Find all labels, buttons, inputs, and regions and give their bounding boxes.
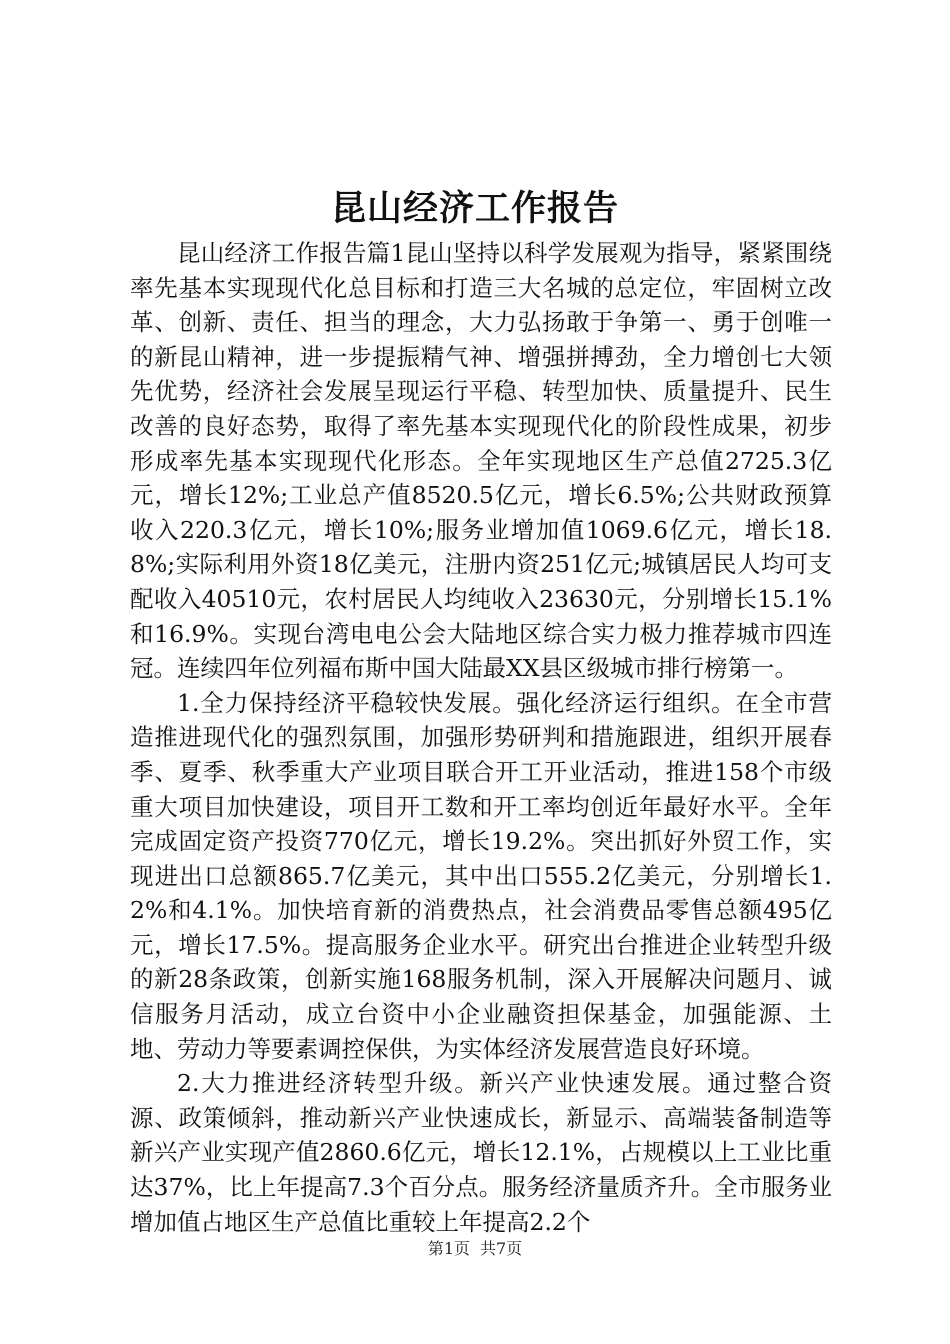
paragraph-intro: 昆山经济工作报告篇1昆山坚持以科学发展观为指导，紧紧围绕率先基本实现现代化总目标和打造三大名城的总定位，牢固树立改革、创新、责任、担当的理念，大力弘扬敢于争第一、勇于创唯一的新昆山精神，进一步提振精气神、增强拼搏劲，全力增创七大领先优势，经济社会发展呈现运行平稳、转型加快、质量提升、民生改善的良好态势，取得了率先基本实现现代化的阶段性成果，初步形成率先基本实现现代化形态。全年实现地区生产总值2725.3亿元，增长12%;工业总产值8520.5亿元，增长6.5%;公共财政预算收入220.3亿元，增长10%;服务业增加值1069.6亿元，增长18.8%;实际利用外资18亿美元，注册内资251亿元;城镇居民人均可支配收入40510元，农村居民人均纯收入23630元，分别增长15.1%和16.9%。实现台湾电电公会大陆地区综合实力极力推荐城市四连冠。连续四年位列福布斯中国大陆最XX县区级城市排行榜第一。 xyxy=(130,239,832,683)
page-number: 第1页 xyxy=(427,1239,470,1258)
page-footer xyxy=(0,1238,950,1260)
paragraph-section-1: 1.全力保持经济平稳较快发展。强化经济运行组织。在全市营造推进现代化的强烈氛围，加强形势研判和措施跟进，组织开展春季、夏季、秋季重大产业项目联合开工开业活动，推进158个市级重大项目加快建设，项目开工数和开工率均创近年最好水平。全年完成固定资产投资770亿元，增长19.2%。突出抓好外贸工作，实现进出口总额865.7亿美元，其中出口555.2亿美元，分别增长1.2%和4.1%。加快培育新的消费热点，社会消费品零售总额495亿元，增长17.5%。提高服务企业水平。研究出台推进企业转型升级的新28条政策，创新实施168服务机制，深入开展解决问题月、诚信服务月活动，成立台资中小企业融资担保基金，加强能源、土地、劳动力等要素调控保供，为实体经济发展营造良好环境。 xyxy=(130,688,832,1063)
page-total: 共7页 xyxy=(480,1239,523,1258)
document-body xyxy=(130,236,832,1239)
document-title: 昆山经济工作报告 xyxy=(330,188,619,229)
paragraph-section-2: 2.大力推进经济转型升级。新兴产业快速发展。通过整合资源、政策倾斜，推动新兴产业快速成长，新显示、高端装备制造等新兴产业实现产值2860.6亿元，增长12.1%，占规模以上工业比重达37%，比上年提高7.3个百分点。服务经济量质齐升。全市服务业增加值占地区生产总值比重较上年提高2.2个 xyxy=(130,1069,832,1236)
